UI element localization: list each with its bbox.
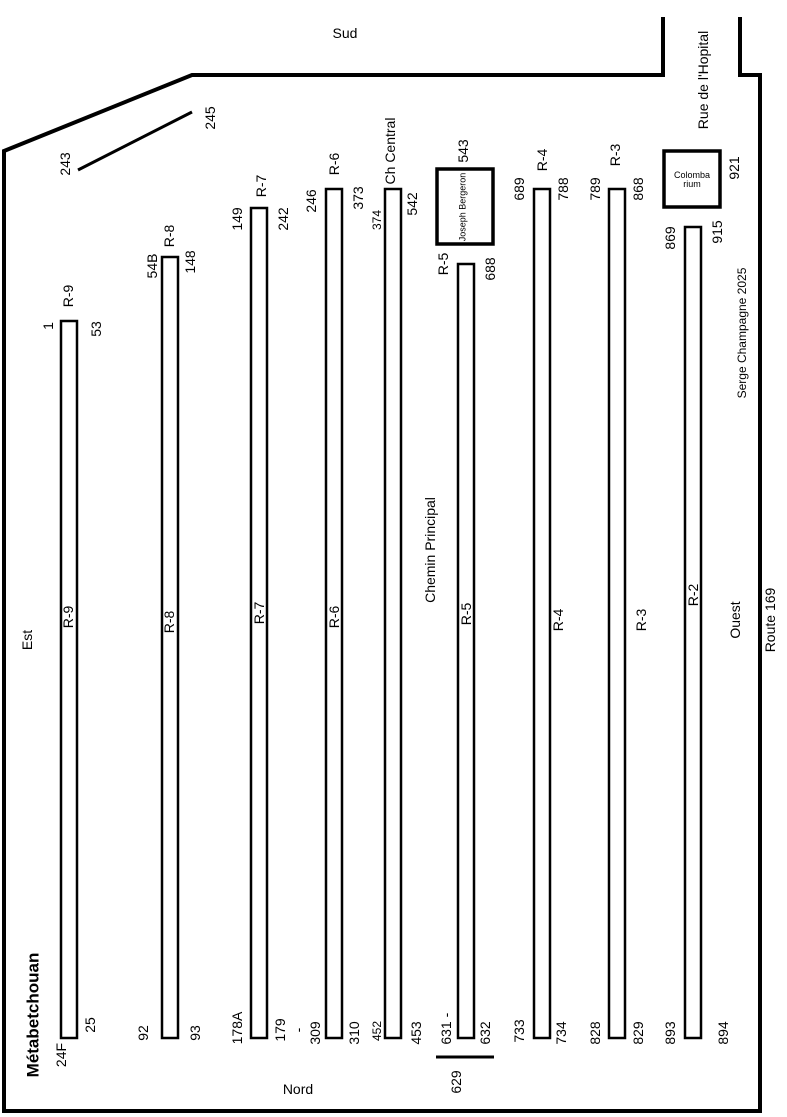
row-r7-bottom-right: 179 (272, 1018, 288, 1042)
row-r6-top-right: 373 (350, 186, 366, 210)
row-r7-top-right: 242 (275, 207, 291, 231)
row-r6-bottom-left: 309 (307, 1021, 323, 1045)
row-r6-top-name: R-6 (326, 152, 342, 176)
row-r8-bottom-left: 92 (135, 1025, 151, 1041)
row-r2-bottom-left: 893 (662, 1021, 678, 1045)
diagonal-path (78, 112, 192, 170)
row-r6-mid-name: R-6 (326, 605, 342, 629)
row-r3-top-name: R-3 (607, 143, 623, 167)
row-r4-top-left: 689 (511, 177, 527, 201)
separator-dash: - (290, 1027, 306, 1033)
row-central-bottom-left: 452 (370, 1020, 384, 1042)
row-strip-r2 (685, 227, 701, 1038)
row-r9-top-name: R-9 (60, 284, 76, 308)
separator-dash: - (438, 1012, 454, 1018)
row-r7-mid-name: R-7 (251, 601, 267, 625)
row-r9-bottom-left: 24F (53, 1042, 69, 1068)
row-r4-top-right: 788 (555, 177, 571, 201)
hospital-street-label: Rue de l'Hopital (695, 30, 711, 130)
row-r2-top-right: 915 (709, 220, 725, 244)
row-r9-mid-name: R-9 (60, 605, 76, 629)
row-r3-top-left: 789 (587, 177, 603, 201)
direction-east: Est (19, 629, 35, 651)
direction-north: Nord (282, 1081, 314, 1097)
row-r4-bottom-left: 733 (511, 1019, 527, 1043)
plot-number-629: 629 (448, 1070, 464, 1094)
row-strip-r8 (162, 257, 178, 1038)
plot-number-921: 921 (726, 156, 742, 180)
row-r3-top-right: 868 (630, 177, 646, 201)
row-r3-mid-name: R-3 (633, 608, 649, 632)
credit-label: Serge Champagne 2025 (735, 267, 749, 399)
row-strip-r9 (61, 321, 77, 1038)
row-r6-bottom-right: 310 (346, 1021, 362, 1045)
plot-number-243: 243 (57, 152, 73, 176)
plot-number-245: 245 (202, 106, 218, 130)
row-central-top-left: 374 (370, 209, 384, 231)
direction-south: Sud (332, 25, 358, 41)
joseph-bergeron-label: Joseph Bergeron (457, 172, 468, 242)
row-r9-bottom-right: 25 (82, 1017, 98, 1033)
row-r3-bottom-right: 829 (630, 1021, 646, 1045)
map-title: Métabetchouan (23, 952, 43, 1078)
row-r8-top-left: 54B (144, 253, 160, 279)
row-r5-bottom-right: 632 (477, 1021, 493, 1045)
route-169-label: Route 169 (762, 587, 778, 653)
row-central-top-right: 542 (404, 192, 420, 216)
direction-west: Ouest (727, 601, 743, 639)
row-strip-r5 (458, 264, 474, 1038)
row-r4-top-name: R-4 (534, 148, 550, 172)
row-r2-bottom-right: 894 (715, 1021, 731, 1045)
row-central-bottom-right: 453 (408, 1021, 424, 1045)
central-path-label: Ch Central (382, 117, 398, 185)
row-strip-central (385, 189, 401, 1038)
row-r5-top-name: R-5 (435, 252, 451, 276)
row-r6-top-left: 246 (303, 189, 319, 213)
row-r2-top-left: 869 (662, 226, 678, 250)
row-r5-top-right: 688 (482, 257, 498, 281)
row-r9-top-left: 1 (40, 322, 56, 330)
row-r7-top-left: 149 (229, 207, 245, 231)
row-r7-bottom-left: 178A (229, 1011, 245, 1045)
row-r3-bottom-left: 828 (587, 1021, 603, 1045)
row-r4-bottom-right: 734 (553, 1021, 569, 1045)
row-strip-r3 (609, 189, 625, 1038)
row-r9-top-right: 53 (88, 321, 104, 337)
row-r5-top-left: 543 (455, 139, 471, 163)
row-strip-r4 (534, 189, 550, 1038)
columbarium-label: Colomba rium (673, 170, 711, 189)
row-r8-bottom-right: 93 (187, 1025, 203, 1041)
row-r8-top-right: 148 (182, 250, 198, 274)
row-r2-mid-name: R-2 (685, 583, 701, 607)
row-r8-mid-name: R-8 (161, 610, 177, 634)
row-r5-bottom-left: 631 (438, 1021, 454, 1045)
main-path-label: Chemin Principal (422, 497, 438, 603)
row-r8-top-name: R-8 (161, 224, 177, 248)
row-r7-top-name: R-7 (253, 174, 269, 198)
row-r5-mid-name: R-5 (458, 602, 474, 626)
row-r4-mid-name: R-4 (550, 608, 566, 632)
